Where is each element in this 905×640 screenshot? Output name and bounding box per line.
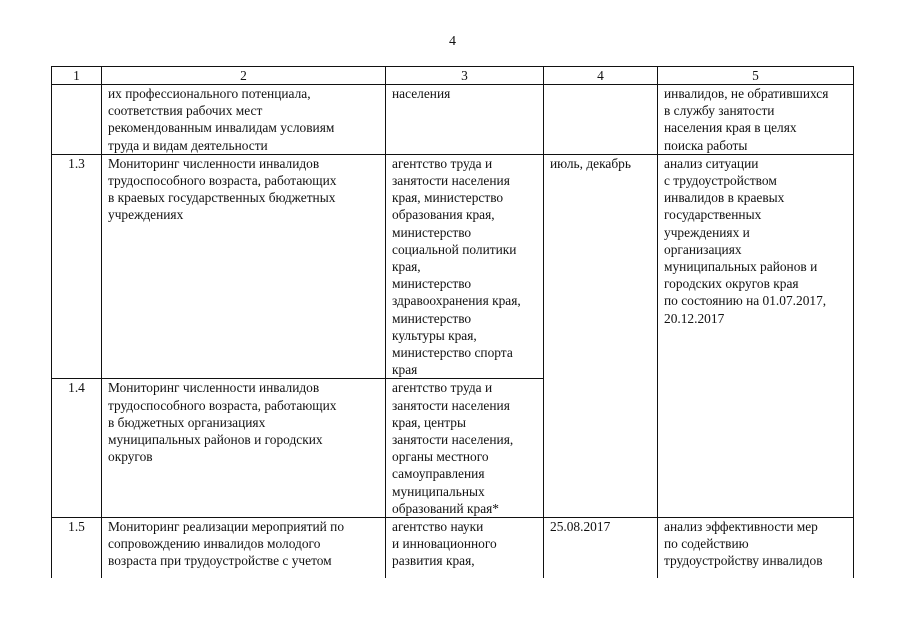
result-cell: анализ ситуации с трудоустройством инвалидов в краевых государственных учреждениях и организациях муниципальных районов и городских округов края по состоянию на 01.07.2017, 20.12.2017 bbox=[658, 154, 854, 517]
header-col-2: 2 bbox=[102, 67, 386, 85]
responsible-cell: агентство труда и занятости населения края, министерство образования края, министерство социальной политики края, министерство здравоохранения края, министерство культуры края, министерство спорта края bbox=[386, 154, 544, 379]
table-row bbox=[52, 85, 854, 155]
header-col-3: 3 bbox=[386, 67, 544, 85]
header-row bbox=[52, 67, 854, 85]
result-cell: инвалидов, не обратившихся в службу занятости населения края в целях поиска работы bbox=[658, 85, 854, 155]
deadline-cell: июль, декабрь bbox=[544, 154, 658, 517]
responsible-cell: населения bbox=[386, 85, 544, 155]
row-number: 1.4 bbox=[52, 379, 102, 518]
table-row bbox=[52, 154, 854, 379]
deadline-cell: 25.08.2017 bbox=[544, 518, 658, 589]
row-number bbox=[52, 85, 102, 155]
plan-table bbox=[51, 66, 854, 589]
event-cell: Мониторинг численности инвалидов трудоспособного возраста, работающих в краевых государственных бюджетных учреждениях bbox=[102, 154, 386, 379]
page-number: 4 bbox=[449, 34, 456, 49]
event-cell: их профессионального потенциала, соответствия рабочих мест рекомендованным инвалидам условиям труда и видам деятельности bbox=[102, 85, 386, 155]
event-cell: Мониторинг реализации мероприятий по сопровождению инвалидов молодого возраста при трудоустройстве с учетом bbox=[102, 518, 386, 589]
event-cell: Мониторинг численности инвалидов трудоспособного возраста, работающих в бюджетных организациях муниципальных районов и городских округов bbox=[102, 379, 386, 518]
result-cell: анализ эффективности мер по содействию трудоустройству инвалидов bbox=[658, 518, 854, 589]
header-col-1: 1 bbox=[52, 67, 102, 85]
responsible-cell: агентство труда и занятости населения края, центры занятости населения, органы местного самоуправления муниципальных образований края* bbox=[386, 379, 544, 518]
header-col-5: 5 bbox=[658, 67, 854, 85]
row-number: 1.5 bbox=[52, 518, 102, 589]
deadline-cell bbox=[544, 85, 658, 155]
page-bottom-margin bbox=[0, 578, 905, 640]
header-col-4: 4 bbox=[544, 67, 658, 85]
responsible-cell: агентство науки и инновационного развития края, bbox=[386, 518, 544, 589]
row-number: 1.3 bbox=[52, 154, 102, 379]
